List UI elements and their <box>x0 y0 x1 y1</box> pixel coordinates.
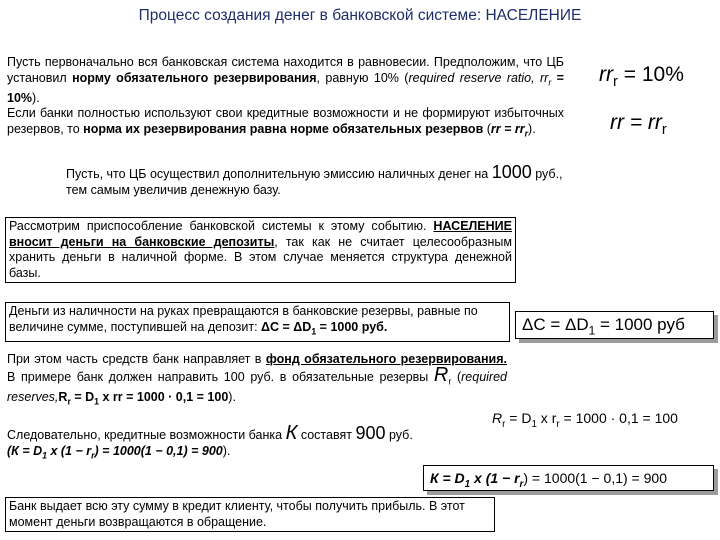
text-italic: rr <box>599 63 613 86</box>
text: x rr = 1000 · 0,1 = 100 <box>99 389 229 404</box>
text: required reserve ratio, rr <box>408 70 549 85</box>
text-bold: = 10% <box>7 70 564 105</box>
formula-delta-c-box <box>515 311 714 339</box>
text-italic: required reserves, <box>7 369 507 404</box>
slide-title: Процесс создания денег в банковской системе: НАСЕЛЕНИЕ <box>138 7 582 24</box>
text: руб. <box>385 428 413 442</box>
text: Банк выдает всю эту сумму в кредит клиенту, чтобы получить прибыль. В этот момент деньги возвращаются в обращение. <box>9 499 465 529</box>
paragraph-credit-capacity <box>7 422 477 464</box>
paragraph-loan-box <box>5 497 495 532</box>
text-bold <box>261 320 387 334</box>
text-bold <box>7 444 223 458</box>
text: = 1000 руб <box>595 315 685 334</box>
subscript: 1 <box>464 478 471 490</box>
text: = D <box>505 410 532 426</box>
paragraph-equilibrium <box>7 55 564 142</box>
text: составят <box>297 428 356 442</box>
text: (К = D <box>7 443 43 458</box>
paragraph-reserves-box <box>5 302 510 342</box>
subscript: r <box>448 376 452 386</box>
text: ). <box>528 121 536 136</box>
text-italic: R <box>492 410 503 426</box>
text: ). <box>32 90 40 105</box>
text: x (1 − r <box>470 470 520 486</box>
text: Деньги из наличности на руках превращаются в банковские резервы, равные по величине сумме, поступившей на депозит: <box>9 304 478 334</box>
formula-rr-equals-rrr <box>610 111 667 138</box>
subscript: r <box>613 74 618 91</box>
text: ΔC = ΔD <box>261 319 312 334</box>
text: = 1000 руб. <box>316 319 388 334</box>
subscript: r <box>502 418 506 430</box>
formula-rrr <box>599 63 684 90</box>
text: Если банки полностью используют свои кредитные возможности и не формируют избыточных резервов, то <box>7 106 564 136</box>
term-reserve-norm: норма их резервирования равна норме обязательных резервов <box>83 121 484 136</box>
subscript: r <box>548 77 552 87</box>
text-italic <box>408 71 551 85</box>
text: Рассмотрим приспособление банковской системы к этому событию. <box>9 219 434 233</box>
amount-1000: 1000 <box>491 162 532 182</box>
text: тем самым увеличив денежную базу. <box>66 182 281 197</box>
subscript: r <box>67 396 71 406</box>
subscript: r <box>524 128 529 138</box>
text: ) = 1000(1 − 0,1) = 900 <box>523 470 667 486</box>
formula-k-box <box>423 465 714 491</box>
subscript: r <box>661 122 667 139</box>
subscript: 1 <box>311 326 317 336</box>
text-italic <box>7 444 223 458</box>
text: руб., <box>531 167 563 181</box>
amount-900: 900 <box>355 423 386 443</box>
subscript: 1 <box>94 396 99 406</box>
subscript: r <box>91 450 95 460</box>
text: ). <box>228 389 236 404</box>
text: Пусть, что ЦБ осуществил дополнительную эмиссию наличных денег на <box>66 167 492 181</box>
text-bold <box>430 470 524 490</box>
subscript: r <box>556 418 560 430</box>
paragraph-required-reserves <box>7 352 507 410</box>
text: ) = 1000(1 − 0,1) = 900 <box>94 443 223 458</box>
subscript: r <box>519 478 524 490</box>
term-population-deposits: НАСЕЛЕНИЕ вносит деньги на банковские депозиты <box>9 219 512 249</box>
subscript: 1 <box>531 418 537 430</box>
text: x (1 − r <box>47 443 92 458</box>
text: = 1000 · 0,1 = 100 <box>559 410 678 426</box>
text: x r <box>536 410 557 426</box>
text: ΔC = ΔD <box>522 315 589 334</box>
text-bold <box>58 390 228 404</box>
text: , так как не считает целесообразным хранить деньги в наличной форме. В этом случае меняется структура денежной базы. <box>9 234 513 280</box>
text-italic: rr = rr <box>610 111 662 134</box>
term-reserve-fund: фонд обязательного резервирования. <box>265 352 507 366</box>
symbol-k: К <box>285 422 298 444</box>
text: R <box>58 389 68 404</box>
paragraph-deposits-box <box>5 217 516 283</box>
text: К = D <box>430 470 465 486</box>
paragraph-emission <box>66 162 706 198</box>
text-italic <box>491 122 528 136</box>
subscript: 1 <box>42 450 47 460</box>
text: В примере банк должен направить 100 руб. в обязательные резервы <box>7 369 434 384</box>
text-italic <box>430 470 524 490</box>
term-required-reserve-ratio: норму обязательного резервирования <box>72 70 317 85</box>
text: Следовательно, кредитные возможности банка <box>7 428 286 442</box>
text: При этом часть средств банк направляет в <box>7 352 266 366</box>
text: ( <box>483 121 491 136</box>
formula-rr-result <box>492 410 712 430</box>
subscript: 1 <box>588 323 596 338</box>
text: , равную 10% ( <box>316 70 409 85</box>
text: = 10% <box>617 63 684 86</box>
text: rr = rr <box>490 121 525 136</box>
symbol-r: R <box>433 363 449 386</box>
text: ( <box>451 369 462 384</box>
text-bold <box>491 122 528 136</box>
text: ). <box>222 443 231 458</box>
text: Пусть первоначально вся банковская система находится в равновесии. Предположим, что ЦБ установил <box>7 55 564 85</box>
text: = D <box>70 389 95 404</box>
